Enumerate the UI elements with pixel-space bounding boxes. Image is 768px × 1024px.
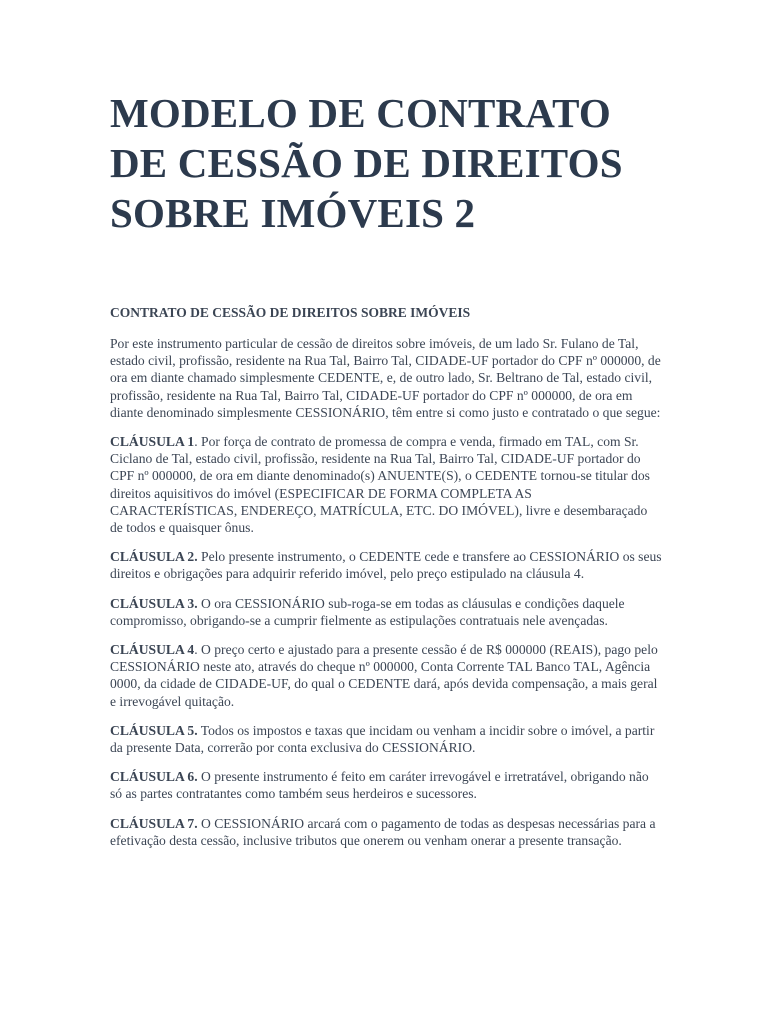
clause-label: CLÁUSULA 7. (110, 815, 198, 831)
clause-text: O CESSIONÁRIO arcará com o pagamento de todas as despesas necessárias para a efetivação desta cessão, inclusive tributos que onerem ou venham onerar a presente transação. (110, 815, 656, 848)
clause-5 (110, 722, 662, 756)
contract-subtitle: CONTRATO DE CESSÃO DE DIREITOS SOBRE IMÓVEIS (110, 305, 471, 320)
title-line: DE CESSÃO DE DIREITOS (110, 140, 623, 186)
clause-text: O presente instrumento é feito em caráter irrevogável e irretratável, obrigando não só as partes contratantes como também seus herdeiros e sucessores. (110, 769, 649, 802)
clause-text: Pelo presente instrumento, o CEDENTE cede e transfere ao CESSIONÁRIO os seus direitos e obrigações para adquirir referido imóvel, pelo preço estipulado na cláusula 4. (110, 549, 662, 582)
clause-label: CLÁUSULA 1 (110, 434, 195, 450)
clause-6 (110, 768, 662, 802)
clause-4 (110, 641, 662, 710)
intro-paragraph: Por este instrumento particular de cessão de direitos sobre imóveis, de um lado Sr. Fulano de Tal, estado civil, profissão, residente na Rua Tal, Bairro Tal, CIDADE-UF portador do CPF nº 000000, de ora em diante chamado simplesmente CEDENTE, e, de outro lado, Sr. Beltrano de Tal, estado civil, profissão, residente na Rua Tal, Bairro Tal, CIDADE-UF portador do CPF nº 000000, de ora em diante denominado simplesmente CESSIONÁRIO, têm entre si como justo e contratado o que segue: (110, 336, 661, 420)
document-page (110, 88, 662, 849)
clause-text: O ora CESSIONÁRIO sub-roga-se em todas as cláusulas e condições daquele compromisso, obrigando-se a cumprir fielmente as estipulações contratuais nele avençadas. (110, 595, 625, 628)
clause-7 (110, 815, 662, 849)
clause-text: . O preço certo e ajustado para a presente cessão é de R$ 000000 (REAIS), pago pelo CESSIONÁRIO neste ato, através do cheque nº 000000, Conta Corrente TAL Banco TAL, Agência 0000, da cidade de CIDADE-UF, do qual o CEDENTE dará, após devida compensação, a mais geral e irrevogável quitação. (110, 642, 658, 709)
clause-label: CLÁUSULA 4 (110, 642, 195, 658)
page-title (110, 88, 662, 238)
clause-label: CLÁUSULA 5. (110, 722, 198, 738)
title-line: SOBRE IMÓVEIS 2 (110, 190, 476, 236)
clause-label: CLÁUSULA 6. (110, 769, 198, 785)
clause-2 (110, 548, 662, 582)
clause-3 (110, 595, 662, 629)
clause-text: . Por força de contrato de promessa de compra e venda, firmado em TAL, com Sr. Ciclano de Tal, estado civil, profissão, residente na Rua Tal, Bairro Tal, CIDADE-UF portador do CPF nº 000000, de ora em diante denominado(s) ANUENTE(S), o CEDENTE tornou-se titular dos direitos aquisitivos do imóvel (ESPECIFICAR DE FORMA COMPLETA AS CARACTERÍSTICAS, ENDEREÇO, MATRÍCULA, ETC. DO IMÓVEL), livre e desembaraçado de todos e quaisquer ônus. (110, 434, 650, 536)
clause-label: CLÁUSULA 3. (110, 595, 198, 611)
clause-1 (110, 433, 662, 536)
clause-label: CLÁUSULA 2. (110, 549, 198, 565)
title-line: MODELO DE CONTRATO (110, 90, 611, 136)
clause-text: Todos os impostos e taxas que incidam ou venham a incidir sobre o imóvel, a partir da presente Data, correrão por conta exclusiva do CESSIONÁRIO. (110, 722, 655, 756)
